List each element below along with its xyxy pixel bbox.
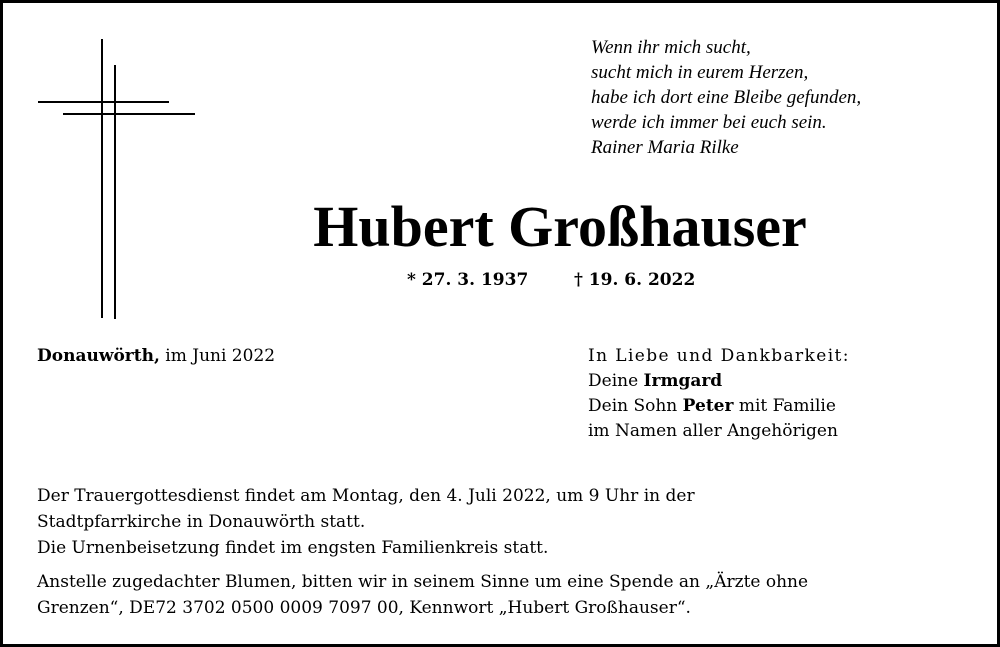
signoff-text: mit Familie: [733, 396, 836, 416]
poem-author: Rainer Maria Rilke: [591, 137, 739, 158]
cross-horizontal-bar: [63, 113, 195, 115]
donation-line: Grenzen“, DE72 3702 0500 0009 7097 00, Kennwort „Hubert Großhauser“.: [37, 598, 691, 618]
place-and-date: [37, 344, 275, 369]
death-date: † 19. 6. 2022: [574, 270, 696, 290]
service-line: Der Trauergottesdienst findet am Montag, den 4. Juli 2022, um 9 Uhr in der: [37, 486, 695, 506]
birth-date: * 27. 3. 1937: [407, 270, 529, 290]
signoff-line: [588, 369, 850, 394]
cross-horizontal-bar: [38, 101, 169, 103]
place-city: Donauwörth,: [37, 346, 160, 366]
signoff-line: im Namen aller Angehörigen: [588, 421, 838, 441]
mourner-name: Irmgard: [643, 371, 723, 391]
service-line: Die Urnenbeisetzung findet im engsten Familienkreis statt.: [37, 538, 549, 558]
deceased-name: Hubert Großhauser: [313, 194, 807, 259]
service-line: Stadtpfarrkirche in Donauwörth statt.: [37, 512, 366, 532]
poem-line: Wenn ihr mich sucht,: [591, 37, 751, 58]
poem-quote: [591, 35, 861, 160]
mourners-signoff: [588, 344, 850, 444]
poem-line: sucht mich in eurem Herzen,: [591, 62, 809, 83]
donation-info: [37, 569, 808, 621]
place-date: im Juni 2022: [159, 346, 276, 366]
poem-line: habe ich dort eine Bleibe gefunden,: [591, 87, 862, 108]
signoff-intro: In Liebe und Dankbarkeit:: [588, 346, 850, 366]
service-info: [37, 483, 695, 561]
donation-line: Anstelle zugedachter Blumen, bitten wir in seinem Sinne um eine Spende an „Ärzte ohne: [37, 572, 809, 592]
signoff-line: [588, 394, 850, 419]
mourner-name: Peter: [682, 396, 734, 416]
cross-vertical-bar: [101, 39, 103, 318]
poem-line: werde ich immer bei euch sein.: [591, 112, 827, 133]
signoff-text: Deine: [588, 371, 644, 391]
signoff-text: Dein Sohn: [588, 396, 683, 416]
